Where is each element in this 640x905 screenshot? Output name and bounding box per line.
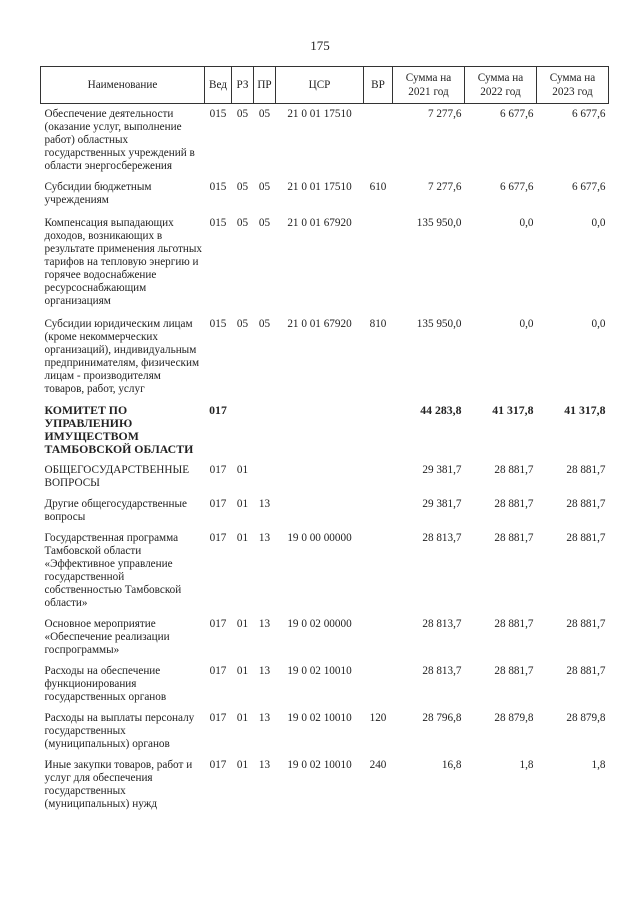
row-rz: 05 — [236, 318, 249, 330]
row-sum-2021: 44 283,8 — [420, 403, 462, 417]
row-name: Субсидии юридическим лицам (кроме некоммерческих организаций), индивидуальным предпринимателям, физическим лицам - производителям товаров, работ, услуг — [44, 318, 200, 395]
row-sum-2021: 7 277,6 — [427, 181, 462, 193]
table-row — [41, 104, 609, 178]
row-rz: 01 — [236, 618, 249, 630]
col-header-pr: ПР — [254, 67, 276, 104]
row-csr — [276, 494, 364, 528]
row-csr: 21 0 01 17510 — [287, 108, 352, 120]
col-header-vr: ВР — [364, 67, 393, 104]
table-row — [41, 528, 609, 614]
row-sum-2023: 28 879,8 — [566, 712, 606, 724]
row-rz — [232, 400, 254, 460]
row-sum-2022: 28 881,7 — [494, 532, 534, 544]
col-header-sum-2021: Сумма на 2021 год — [393, 67, 465, 104]
row-sum-2023: 41 317,8 — [564, 403, 606, 417]
row-ved: 017 — [209, 498, 227, 510]
row-vr — [364, 460, 393, 494]
row-sum-2022: 1,8 — [519, 759, 534, 771]
row-sum-2023: 28 881,7 — [566, 618, 606, 630]
row-vr — [364, 528, 393, 614]
row-ved: 015 — [209, 108, 227, 120]
row-name: ОБЩЕГОСУДАРСТВЕННЫЕ ВОПРОСЫ — [44, 464, 190, 489]
row-sum-2023: 28 881,7 — [566, 464, 606, 476]
row-pr: 13 — [258, 712, 271, 724]
row-vr: 610 — [369, 181, 387, 193]
row-ved: 017 — [209, 464, 227, 476]
row-pr: 13 — [258, 665, 271, 677]
row-rz: 01 — [236, 498, 249, 510]
row-sum-2022: 6 677,6 — [499, 181, 534, 193]
row-sum-2022: 28 881,7 — [494, 618, 534, 630]
row-rz: 05 — [236, 108, 249, 120]
row-name: Иные закупки товаров, работ и услуг для обеспечения государственных (муниципальных) нужд — [44, 759, 193, 810]
row-sum-2021: 135 950,0 — [416, 217, 462, 229]
row-csr: 19 0 02 10010 — [287, 712, 352, 724]
table-row — [41, 460, 609, 494]
row-csr: 19 0 02 10010 — [287, 759, 352, 771]
col-header-name: Наименование — [41, 67, 205, 104]
row-sum-2021: 29 381,7 — [422, 464, 462, 476]
row-pr: 05 — [258, 217, 271, 229]
row-vr — [364, 661, 393, 708]
row-rz: 01 — [236, 712, 249, 724]
row-name: КОМИТЕТ ПО УПРАВЛЕНИЮ ИМУЩЕСТВОМ ТАМБОВСКОЙ ОБЛАСТИ — [44, 403, 194, 456]
col-header-ved: Вед — [205, 67, 232, 104]
row-csr: 19 0 02 10010 — [287, 665, 352, 677]
row-sum-2021: 28 813,7 — [422, 618, 462, 630]
row-ved: 017 — [209, 403, 227, 417]
row-sum-2021: 16,8 — [441, 759, 462, 771]
row-pr: 13 — [258, 498, 271, 510]
row-sum-2023: 28 881,7 — [566, 532, 606, 544]
row-pr: 13 — [258, 532, 271, 544]
row-sum-2021: 28 796,8 — [422, 712, 462, 724]
row-name: Обеспечение деятельности (оказание услуг, выполнение работ) областных государственных учреждений в области энергосбережения — [44, 108, 195, 172]
row-sum-2021: 28 813,7 — [422, 532, 462, 544]
row-vr: 810 — [369, 318, 387, 330]
row-sum-2022: 0,0 — [519, 217, 534, 229]
table-row — [41, 494, 609, 528]
row-ved: 015 — [209, 318, 227, 330]
table-header-row — [41, 67, 609, 104]
row-csr: 19 0 00 00000 — [287, 532, 352, 544]
row-ved: 017 — [209, 759, 227, 771]
row-name: Субсидии бюджетным учреждениям — [44, 181, 152, 206]
row-sum-2023: 0,0 — [591, 318, 606, 330]
row-ved: 015 — [209, 181, 227, 193]
table-row — [41, 312, 609, 400]
page-number: 175 — [310, 38, 330, 53]
row-vr — [364, 400, 393, 460]
row-sum-2021: 7 277,6 — [427, 108, 462, 120]
row-sum-2023: 6 677,6 — [571, 181, 606, 193]
row-pr — [254, 460, 276, 494]
row-sum-2021: 135 950,0 — [416, 318, 462, 330]
row-ved: 017 — [209, 532, 227, 544]
row-sum-2022: 41 317,8 — [492, 403, 534, 417]
row-pr — [254, 400, 276, 460]
row-name: Расходы на выплаты персоналу государственных (муниципальных) органов — [44, 712, 195, 750]
row-sum-2022: 28 881,7 — [494, 464, 534, 476]
row-name: Компенсация выпадающих доходов, возникающих в результате применения льготных тарифов на тепловую энергию и горячее водоснабжение ресурсоснабжающим организациям — [44, 217, 203, 307]
row-sum-2023: 28 881,7 — [566, 498, 606, 510]
row-sum-2021: 28 813,7 — [422, 665, 462, 677]
row-pr: 05 — [258, 108, 271, 120]
table-row — [41, 708, 609, 755]
row-csr — [276, 460, 364, 494]
row-pr: 05 — [258, 181, 271, 193]
row-csr: 19 0 02 00000 — [287, 618, 352, 630]
row-csr: 21 0 01 67920 — [287, 217, 352, 229]
table-row — [41, 177, 609, 211]
row-sum-2023: 28 881,7 — [566, 665, 606, 677]
row-sum-2023: 0,0 — [591, 217, 606, 229]
table-row — [41, 400, 609, 460]
table-row — [41, 661, 609, 708]
row-name: Государственная программа Тамбовской области «Эффективное управление государственной собственностью Тамбовской области» — [44, 532, 182, 609]
row-ved: 017 — [209, 665, 227, 677]
row-vr — [364, 104, 393, 178]
table-row — [41, 755, 609, 815]
row-vr — [364, 614, 393, 661]
row-ved: 017 — [209, 712, 227, 724]
row-vr — [364, 494, 393, 528]
row-vr: 120 — [369, 712, 387, 724]
col-header-rz: РЗ — [232, 67, 254, 104]
row-sum-2022: 28 881,7 — [494, 665, 534, 677]
row-rz: 01 — [236, 665, 249, 677]
row-pr: 13 — [258, 759, 271, 771]
row-pr: 13 — [258, 618, 271, 630]
row-name: Другие общегосударственные вопросы — [44, 498, 188, 523]
row-ved: 017 — [209, 618, 227, 630]
table-row — [41, 211, 609, 312]
row-csr: 21 0 01 67920 — [287, 318, 352, 330]
row-name: Расходы на обеспечение функционирования государственных органов — [44, 665, 167, 703]
col-header-sum-2023: Сумма на 2023 год — [537, 67, 609, 104]
row-rz: 05 — [236, 217, 249, 229]
row-sum-2022: 28 879,8 — [494, 712, 534, 724]
table-row — [41, 614, 609, 661]
row-sum-2022: 0,0 — [519, 318, 534, 330]
row-sum-2022: 28 881,7 — [494, 498, 534, 510]
row-rz: 01 — [236, 759, 249, 771]
row-vr — [364, 211, 393, 312]
row-vr: 240 — [369, 759, 387, 771]
row-ved: 015 — [209, 217, 227, 229]
row-rz: 05 — [236, 181, 249, 193]
row-sum-2021: 29 381,7 — [422, 498, 462, 510]
row-name: Основное мероприятие «Обеспечение реализации госпрограммы» — [44, 618, 170, 656]
col-header-sum-2022: Сумма на 2022 год — [465, 67, 537, 104]
row-sum-2023: 6 677,6 — [571, 108, 606, 120]
row-sum-2023: 1,8 — [591, 759, 606, 771]
row-csr: 21 0 01 17510 — [287, 181, 352, 193]
col-header-csr: ЦСР — [276, 67, 364, 104]
row-pr: 05 — [258, 318, 271, 330]
row-rz: 01 — [236, 532, 249, 544]
budget-table — [40, 66, 609, 815]
row-sum-2022: 6 677,6 — [499, 108, 534, 120]
row-rz: 01 — [236, 464, 249, 476]
row-csr — [276, 400, 364, 460]
